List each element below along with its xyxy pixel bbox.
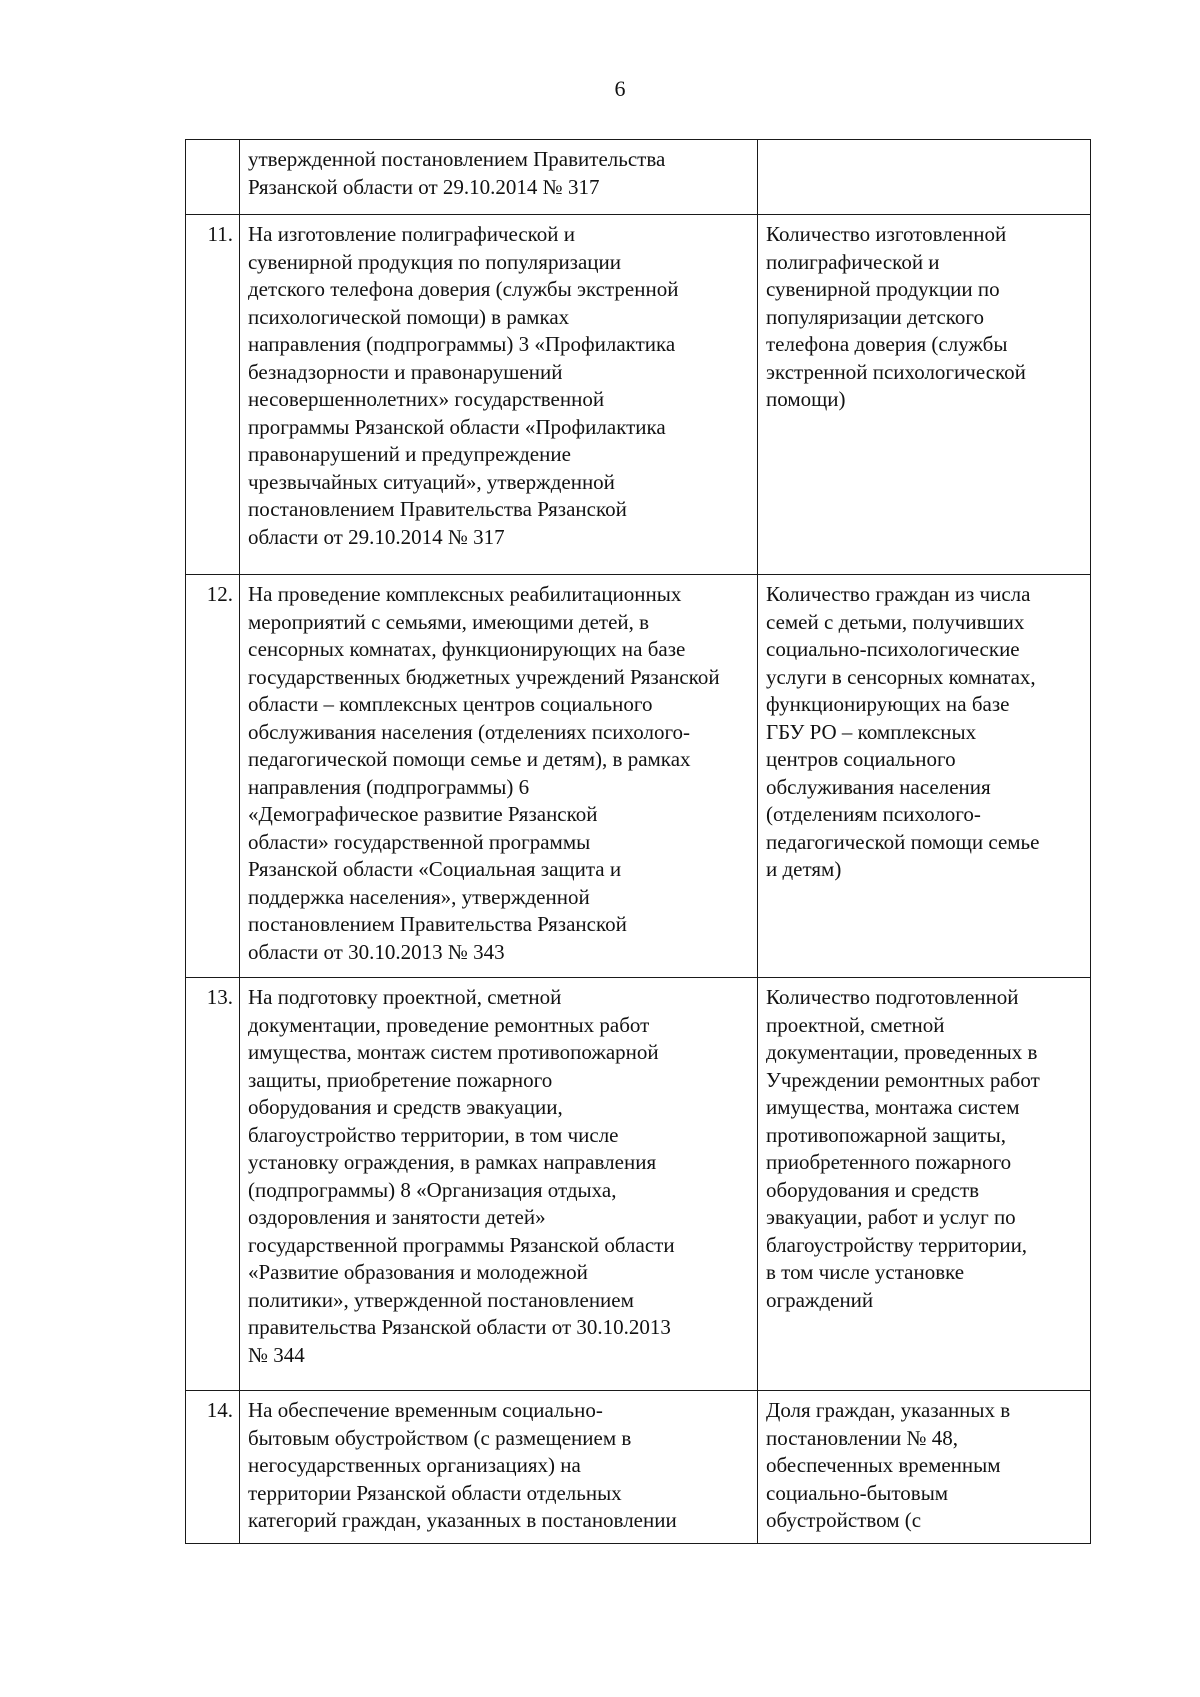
page-number: 6 [614,76,626,101]
table-row [186,215,1091,575]
indicator-cell: Количество подготовленной проектной, сметной документации, проведенных в Учреждении ремонтных работ имущества, монтажа систем противопожарной защиты, приобретенного пожарного оборудования и средств эвакуации, работ и услуг по благоустройству территории, в том числе установке ограждений [758,978,1091,1391]
purpose-cell: На подготовку проектной, сметной документации, проведение ремонтных работ имущества, монтаж систем противопожарной защиты, приобретение пожарного оборудования и средств эвакуации, благоустройство территории, в том числе установку ограждения, в рамках направления (подпрограммы) 8 «Организация отдыха, оздоровления и занятости детей» государственной программы Рязанской области «Развитие образования и молодежной политики», утвержденной постановлением правительства Рязанской области от 30.10.2013 № 344 [240,978,758,1391]
purpose-text-small: На проведение комплексных реабилитационных мероприятий с семьями, имеющими детей, в сенсорных комнатах, функционирующих на базе государственных бюджетных учреждений Рязанской области – комплексных центров социального обслуживания населения (отделениях психолого- педагогической помощи семье и детям), в рамках [248,582,720,771]
purpose-text: направления (подпрограммы) 6 «Демографическое развитие Рязанской области» государственной программы Рязанской области «Социальная защита и поддержка населения», утвержденной постановлением Правительства Рязанской области от 30.10.2013 № 343 [248,774,627,964]
table-row [186,1391,1091,1544]
indicator-cell: Количество граждан из числа семей с детьми, получивших социально-психологические услуги в сенсорных комнатах, функционирующих на базе ГБУ РО – комплексных центров социального обслуживания населения (отделениям психолого- педагогической помощи семье и детям) [758,575,1091,978]
row-number: 12. [186,575,240,978]
indicator-cell [758,140,1091,215]
funding-purposes-table [185,139,1091,1544]
purpose-cell: утвержденной постановлением Правительства Рязанской области от 29.10.2014 № 317 [240,140,758,215]
purpose-cell [240,575,758,978]
row-number: 14. [186,1391,240,1544]
row-number: 13. [186,978,240,1391]
table-row [186,575,1091,978]
indicator-cell: Количество изготовленной полиграфической и сувенирной продукции по популяризации детского телефона доверия (службы экстренной психологической помощи) [758,215,1091,575]
row-number: 11. [186,215,240,575]
table-row [186,978,1091,1391]
table-row [186,140,1091,215]
row-number [186,140,240,215]
purpose-cell: На изготовление полиграфической и сувенирной продукция по популяризации детского телефона доверия (службы экстренной психологической помощи) в рамках направления (подпрограммы) 3 «Профилактика безнадзорности и правонарушений несовершеннолетних» государственной программы Рязанской области «Профилактика правонарушений и предупреждение чрезвычайных ситуаций», утвержденной постановлением Правительства Рязанской области от 29.10.2014 № 317 [240,215,758,575]
purpose-cell: На обеспечение временным социально- бытовым обустройством (с размещением в негосударственных организациях) на территории Рязанской области отдельных категорий граждан, указанных в постановлении [240,1391,758,1544]
indicator-cell: Доля граждан, указанных в постановлении № 48, обеспеченных временным социально-бытовым обустройством (с [758,1391,1091,1544]
